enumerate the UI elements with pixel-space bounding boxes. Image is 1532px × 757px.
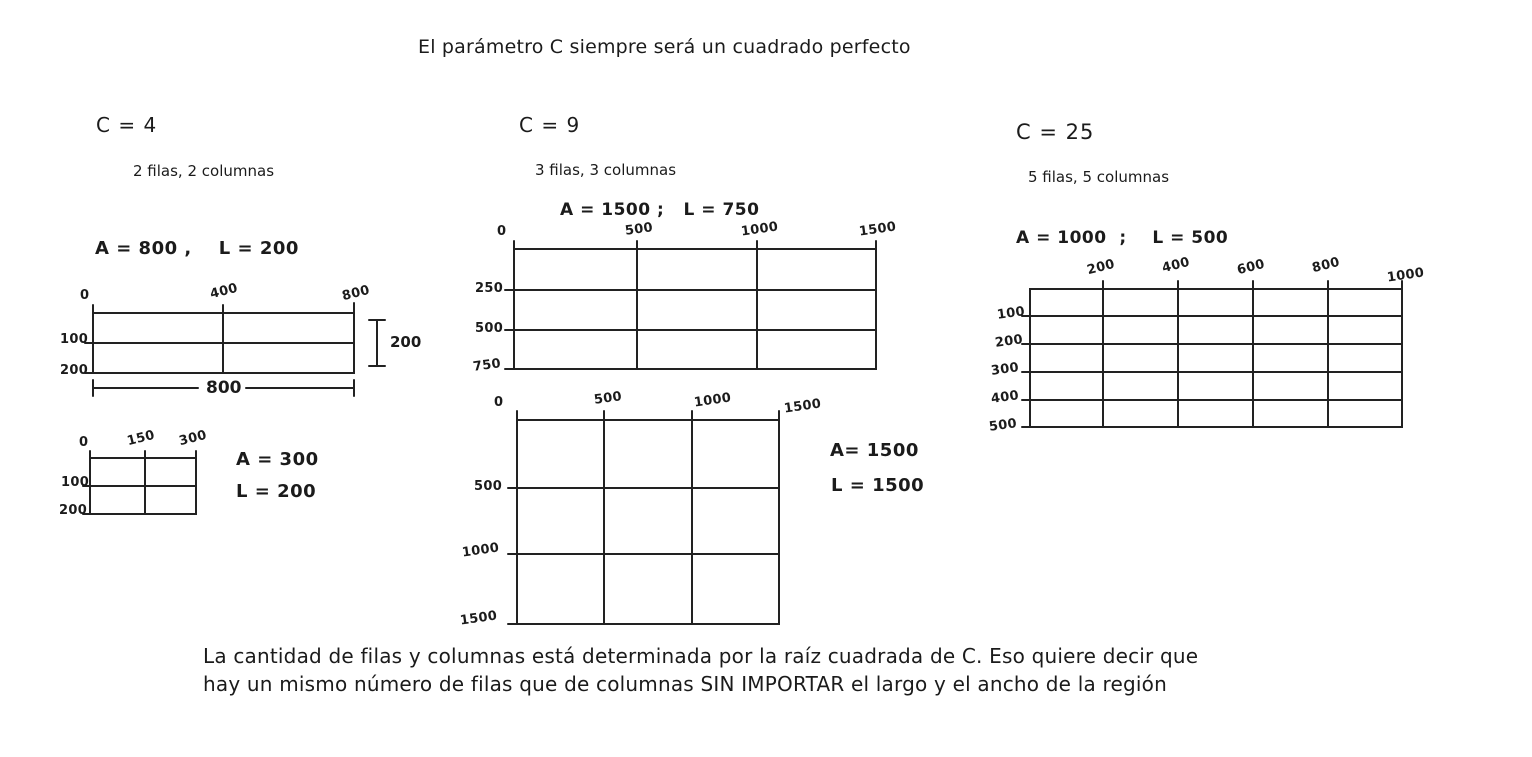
- x-tick-label: 1000: [740, 219, 780, 240]
- page-title: El parámetro C siempre será un cuadrado perfecto: [418, 36, 911, 58]
- grid-c4-small-note-a: A = 300: [236, 449, 319, 470]
- x-tick-label: 800: [1310, 254, 1342, 277]
- grid-c9-bottom: [459, 389, 823, 629]
- y-tick-label: 1500: [459, 608, 499, 629]
- y-tick-label: 250: [475, 281, 504, 296]
- x-tick-label: 0: [497, 224, 507, 239]
- grid-c4-main: [60, 280, 422, 398]
- x-tick-label: 800: [340, 282, 372, 305]
- grid-c4-small: [59, 427, 209, 518]
- x-tick-label: 500: [593, 389, 623, 408]
- x-tick-label: 1000: [693, 390, 733, 411]
- x-tick-label: 500: [624, 220, 654, 239]
- grid-c25: [988, 254, 1426, 435]
- grid-lines: [513, 248, 877, 370]
- section-c9-subheading: 3 filas, 3 columnas: [535, 161, 677, 179]
- footer-note-line1: La cantidad de filas y columnas está determinada por la raíz cuadrada de C. Eso quiere decir que: [203, 644, 1199, 668]
- y-tick-label: 300: [990, 360, 1020, 379]
- height-dimension-label: 200: [390, 333, 422, 351]
- y-tick-label: 1000: [461, 540, 501, 561]
- y-tick-label: 200: [994, 332, 1024, 351]
- y-tick-label: 200: [59, 503, 88, 518]
- y-tick-label: 200: [60, 363, 89, 378]
- grid-c9-top: [472, 219, 898, 375]
- section-c4-heading: C = 4: [96, 113, 158, 137]
- grid-c25-header: A = 1000 ; L = 500: [1016, 228, 1229, 248]
- y-tick-label: 750: [472, 356, 502, 375]
- grid-c9-bottom-note-l: L = 1500: [831, 475, 925, 496]
- y-tick-label: 100: [996, 304, 1026, 323]
- grid-lines: [516, 419, 780, 625]
- x-tick-label: 200: [1085, 256, 1117, 279]
- x-tick-label: 150: [125, 427, 157, 450]
- x-tick-label: 0: [79, 435, 89, 450]
- section-c25-subheading: 5 filas, 5 columnas: [1028, 168, 1170, 186]
- grid-lines: [92, 312, 355, 374]
- y-tick-label: 500: [474, 479, 503, 494]
- grid-c9-bottom-note-a: A= 1500: [830, 440, 919, 461]
- section-c9-heading: C = 9: [519, 113, 581, 137]
- y-tick-label: 500: [475, 321, 504, 336]
- section-c4-subheading: 2 filas, 2 columnas: [133, 162, 275, 180]
- grid-lines: [1029, 288, 1403, 428]
- x-tick-label: 0: [494, 395, 504, 410]
- y-tick-label: 400: [990, 388, 1020, 407]
- y-tick-label: 100: [61, 475, 90, 490]
- x-tick-label: 400: [1160, 254, 1192, 277]
- x-tick-label: 600: [1235, 256, 1267, 279]
- x-tick-label: 400: [208, 280, 240, 303]
- x-tick-label: 0: [80, 288, 90, 303]
- grid-c9-top-header: A = 1500 ; L = 750: [560, 200, 760, 220]
- y-tick-label: 500: [988, 416, 1018, 435]
- grid-lines: [89, 457, 197, 515]
- x-tick-label: 1500: [783, 396, 823, 417]
- x-tick-label: 1000: [1386, 265, 1426, 286]
- footer-note-line2: hay un mismo número de filas que de columnas SIN IMPORTAR el largo y el ancho de la región: [203, 672, 1167, 696]
- section-c4-params: A = 800 , L = 200: [95, 238, 299, 259]
- section-c25-heading: C = 25: [1016, 120, 1095, 144]
- grid-c4-small-note-l: L = 200: [236, 481, 317, 502]
- x-tick-label: 1500: [858, 219, 898, 240]
- x-tick-label: 300: [177, 427, 209, 450]
- width-dimension-label: 800: [206, 378, 242, 398]
- y-tick-label: 100: [60, 332, 89, 347]
